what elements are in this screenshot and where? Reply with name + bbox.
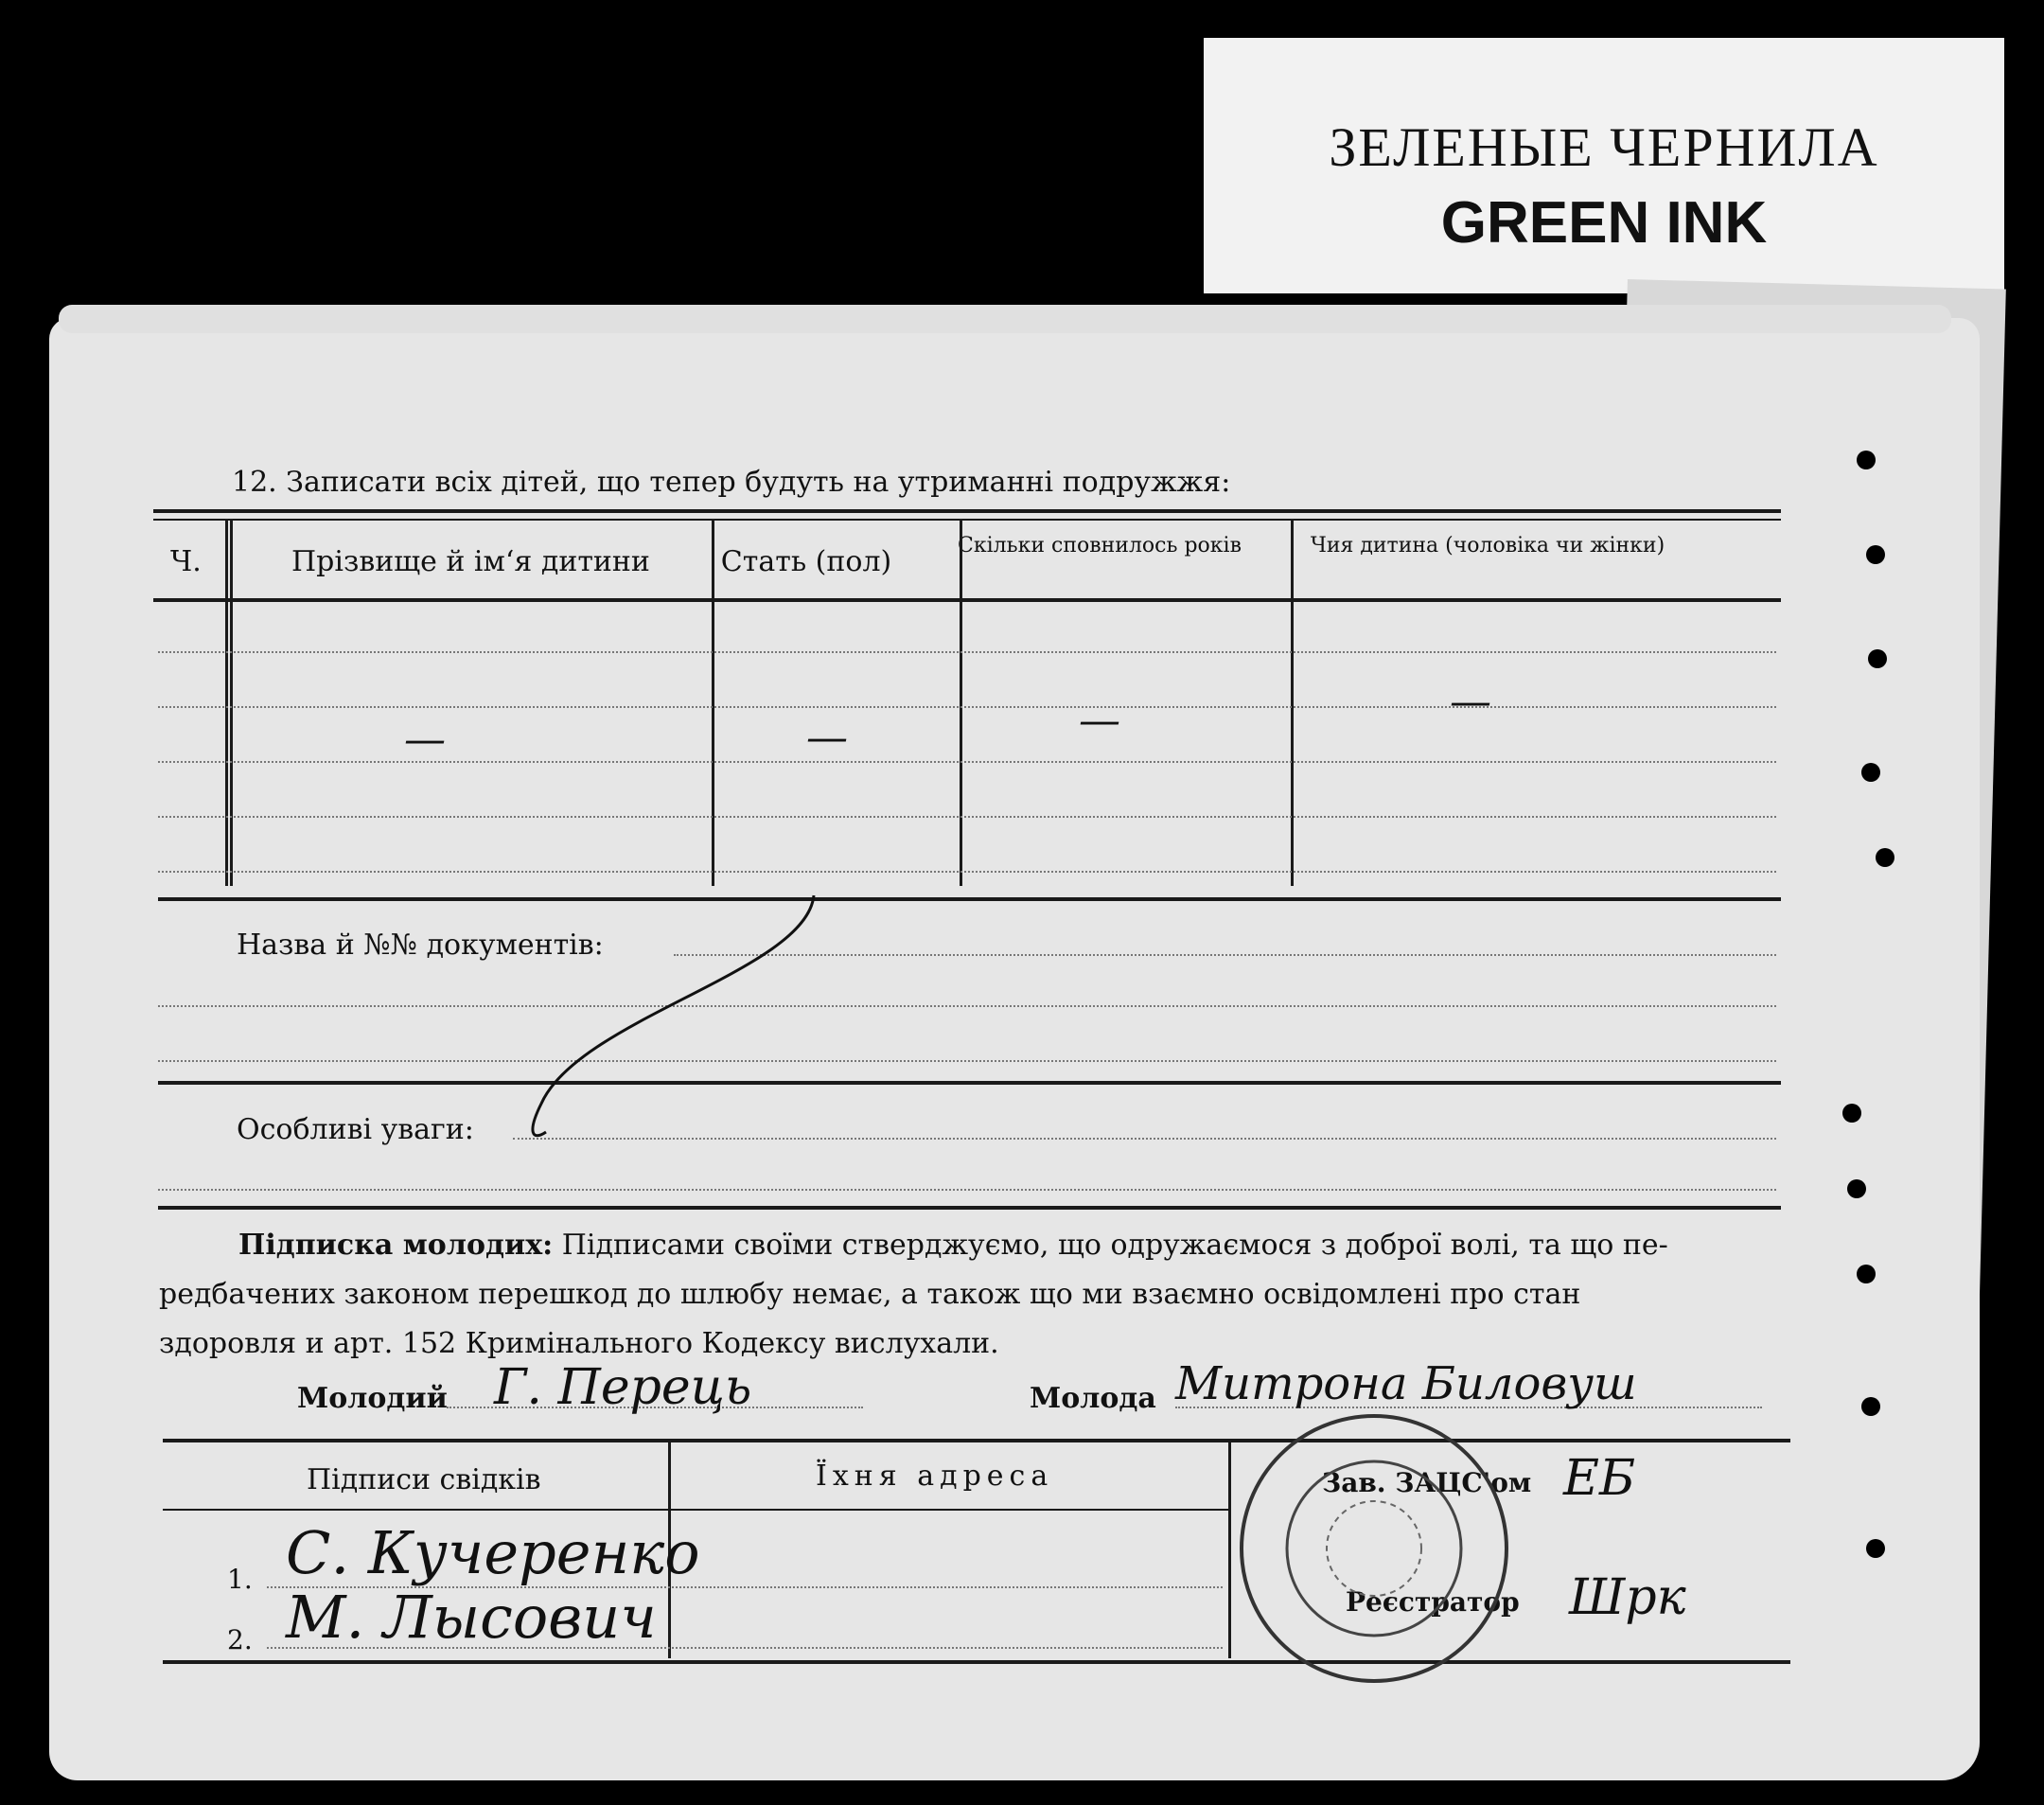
entry-sex: — (806, 714, 848, 762)
witnesses-header: Підписи свідків (307, 1463, 541, 1496)
header-age: Скільки сповнилось років (958, 534, 1242, 557)
witness-2-number: 2. (227, 1624, 253, 1655)
registration-form-page (49, 318, 1980, 1780)
witness-header-rule (163, 1509, 1228, 1511)
punch-hole (1868, 649, 1887, 668)
address-header: Їхня адреса (816, 1460, 1054, 1493)
declaration-line-3: здоровля и арт. 152 Кримінального Кодексу вислухали. (159, 1327, 999, 1360)
punch-hole (1866, 1539, 1885, 1558)
header-number: Ч. (170, 545, 202, 578)
punch-hole (1842, 1104, 1861, 1123)
witness-top-rule (163, 1439, 1790, 1442)
header-sex: Стать (пол) (720, 545, 892, 578)
declaration-line-1 (238, 1229, 1668, 1262)
witness-1-number: 1. (227, 1564, 253, 1595)
witness-bottom-rule (163, 1660, 1790, 1664)
punch-hole (1857, 1265, 1876, 1283)
entry-whose-child: — (1450, 678, 1491, 726)
punch-hole (1861, 763, 1880, 782)
groom-signature: Г. Перець (494, 1359, 752, 1416)
punch-hole (1876, 848, 1894, 867)
head-signature-scribble: ЕБ (1563, 1450, 1636, 1507)
witness-1-signature: С. Кучеренко (286, 1518, 700, 1587)
registrar-label: Реєстратор (1346, 1586, 1520, 1618)
punch-hole (1861, 1397, 1880, 1416)
declaration-title: Підписка молодих: (238, 1229, 554, 1262)
section-title: 12. Записати всіх дітей, що тепер будуть на утриманні подружжя: (232, 466, 1231, 499)
witness-2-signature: М. Лысович (286, 1583, 657, 1652)
registry-col-divider (1228, 1441, 1231, 1658)
declaration-line-2: редбачених законом перешкод до шлюбу немає, а також що ми взаємно освідомлені про стан (159, 1278, 1581, 1311)
ink-color-label-card (1204, 38, 2004, 293)
entry-child-name: — (404, 716, 446, 764)
entry-age: — (1079, 697, 1120, 745)
declaration-text-1: Підписами своїми стверджуємо, що одружаємося з доброї волі, та що пе- (561, 1229, 1668, 1262)
ink-label-russian: ЗЕЛЕНЫЕ ЧЕРНИЛА (1329, 116, 1879, 178)
head-of-registry-label: Зав. ЗАЦС'ом (1322, 1467, 1532, 1498)
official-round-seal (1232, 1407, 1516, 1690)
bride-label: Молода (1030, 1382, 1156, 1415)
groom-label: Молодий (297, 1382, 448, 1415)
remarks-label: Особливі уваги: (237, 1113, 474, 1146)
punch-hole (1857, 451, 1876, 469)
header-child-name: Прізвище й ім‘я дитини (291, 545, 650, 578)
punch-hole (1866, 545, 1885, 564)
punch-hole (1847, 1179, 1866, 1198)
documents-label: Назва й №№ документів: (237, 929, 604, 962)
bride-signature: Митрона Биловуш (1175, 1357, 1637, 1410)
ink-label-english: GREEN INK (1440, 190, 1768, 256)
header-whose-child: Чия дитина (чоловіка чи жінки) (1310, 534, 1665, 557)
registrar-signature-scribble: Шрк (1569, 1569, 1686, 1626)
